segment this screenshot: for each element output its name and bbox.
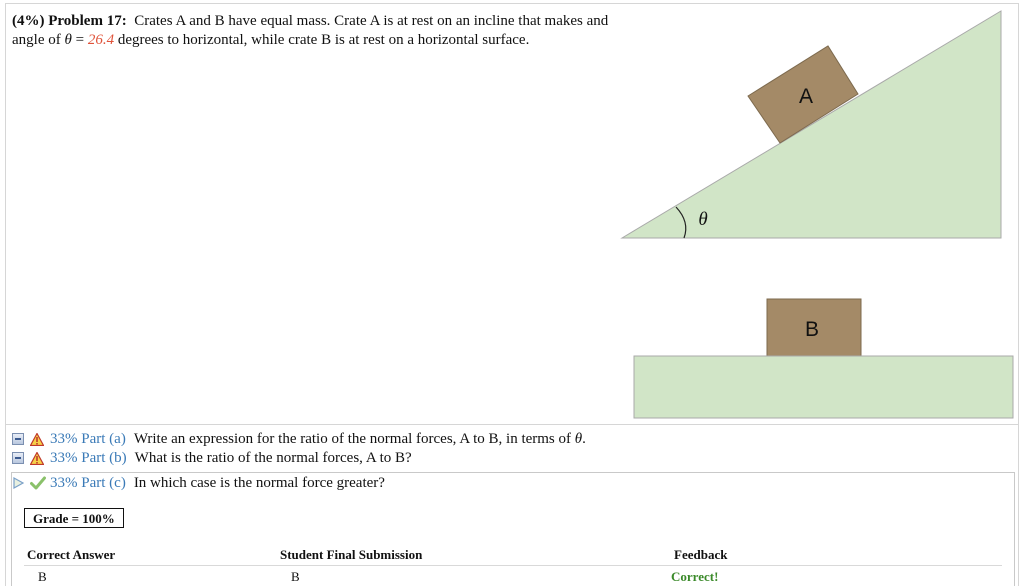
horizontal-surface — [634, 356, 1013, 418]
cell-student-submission: B — [291, 569, 300, 584]
grade-badge: Grade = 100% — [24, 508, 124, 528]
collapse-icon[interactable] — [12, 433, 24, 445]
collapse-icon[interactable] — [12, 452, 24, 464]
warning-icon — [30, 452, 44, 465]
header-student-submission: Student Final Submission — [280, 547, 423, 562]
problem-text-2: degrees to horizontal, while crate B is at rest on a horizontal surface. — [117, 32, 530, 48]
section-divider — [5, 424, 1019, 425]
cell-feedback: Correct! — [671, 569, 719, 584]
cell-correct-answer: B — [38, 569, 47, 584]
theta-symbol: θ — [64, 32, 72, 48]
part-c-title[interactable] — [50, 474, 126, 492]
part-a-name: Part (a) — [81, 431, 126, 447]
part-b-name: Part (b) — [81, 450, 127, 466]
table-header-line — [24, 565, 1002, 566]
theta-value: 26.4 — [87, 32, 115, 48]
part-c-pct: 33% — [50, 475, 78, 491]
crate-a-label: A — [798, 85, 814, 108]
part-a-row[interactable] — [12, 430, 586, 448]
header-feedback: Feedback — [674, 547, 728, 562]
part-c-prompt: In which case is the normal force greater? — [133, 475, 385, 491]
part-a-title[interactable] — [50, 430, 126, 448]
part-b-prompt: What is the ratio of the normal forces, A to B? — [134, 450, 412, 466]
angle-label: θ — [698, 209, 708, 230]
problem-text-1: Crates A and B have equal mass. Crate A is at rest on an incline that makes and angle of — [12, 13, 609, 48]
problem-label: Problem 17: — [48, 13, 127, 29]
warning-icon — [30, 433, 44, 446]
problem-weight: (4%) — [12, 13, 45, 29]
part-a-prompt: Write an expression for the ratio of the normal forces, A to B, in terms of θ. — [133, 431, 586, 447]
equals-sign: = — [75, 32, 85, 48]
header-correct-answer: Correct Answer — [27, 547, 116, 562]
part-b-row[interactable] — [12, 449, 412, 467]
crate-b-label: B — [804, 318, 820, 341]
expand-play-icon[interactable] — [12, 477, 24, 489]
part-c-row[interactable] — [12, 474, 385, 492]
part-c-name: Part (c) — [81, 475, 126, 491]
incline-triangle — [622, 11, 1001, 238]
part-b-pct: 33% — [50, 450, 78, 466]
part-a-pct: 33% — [50, 431, 78, 447]
part-b-title[interactable] — [50, 449, 127, 467]
checkmark-icon — [30, 476, 46, 490]
